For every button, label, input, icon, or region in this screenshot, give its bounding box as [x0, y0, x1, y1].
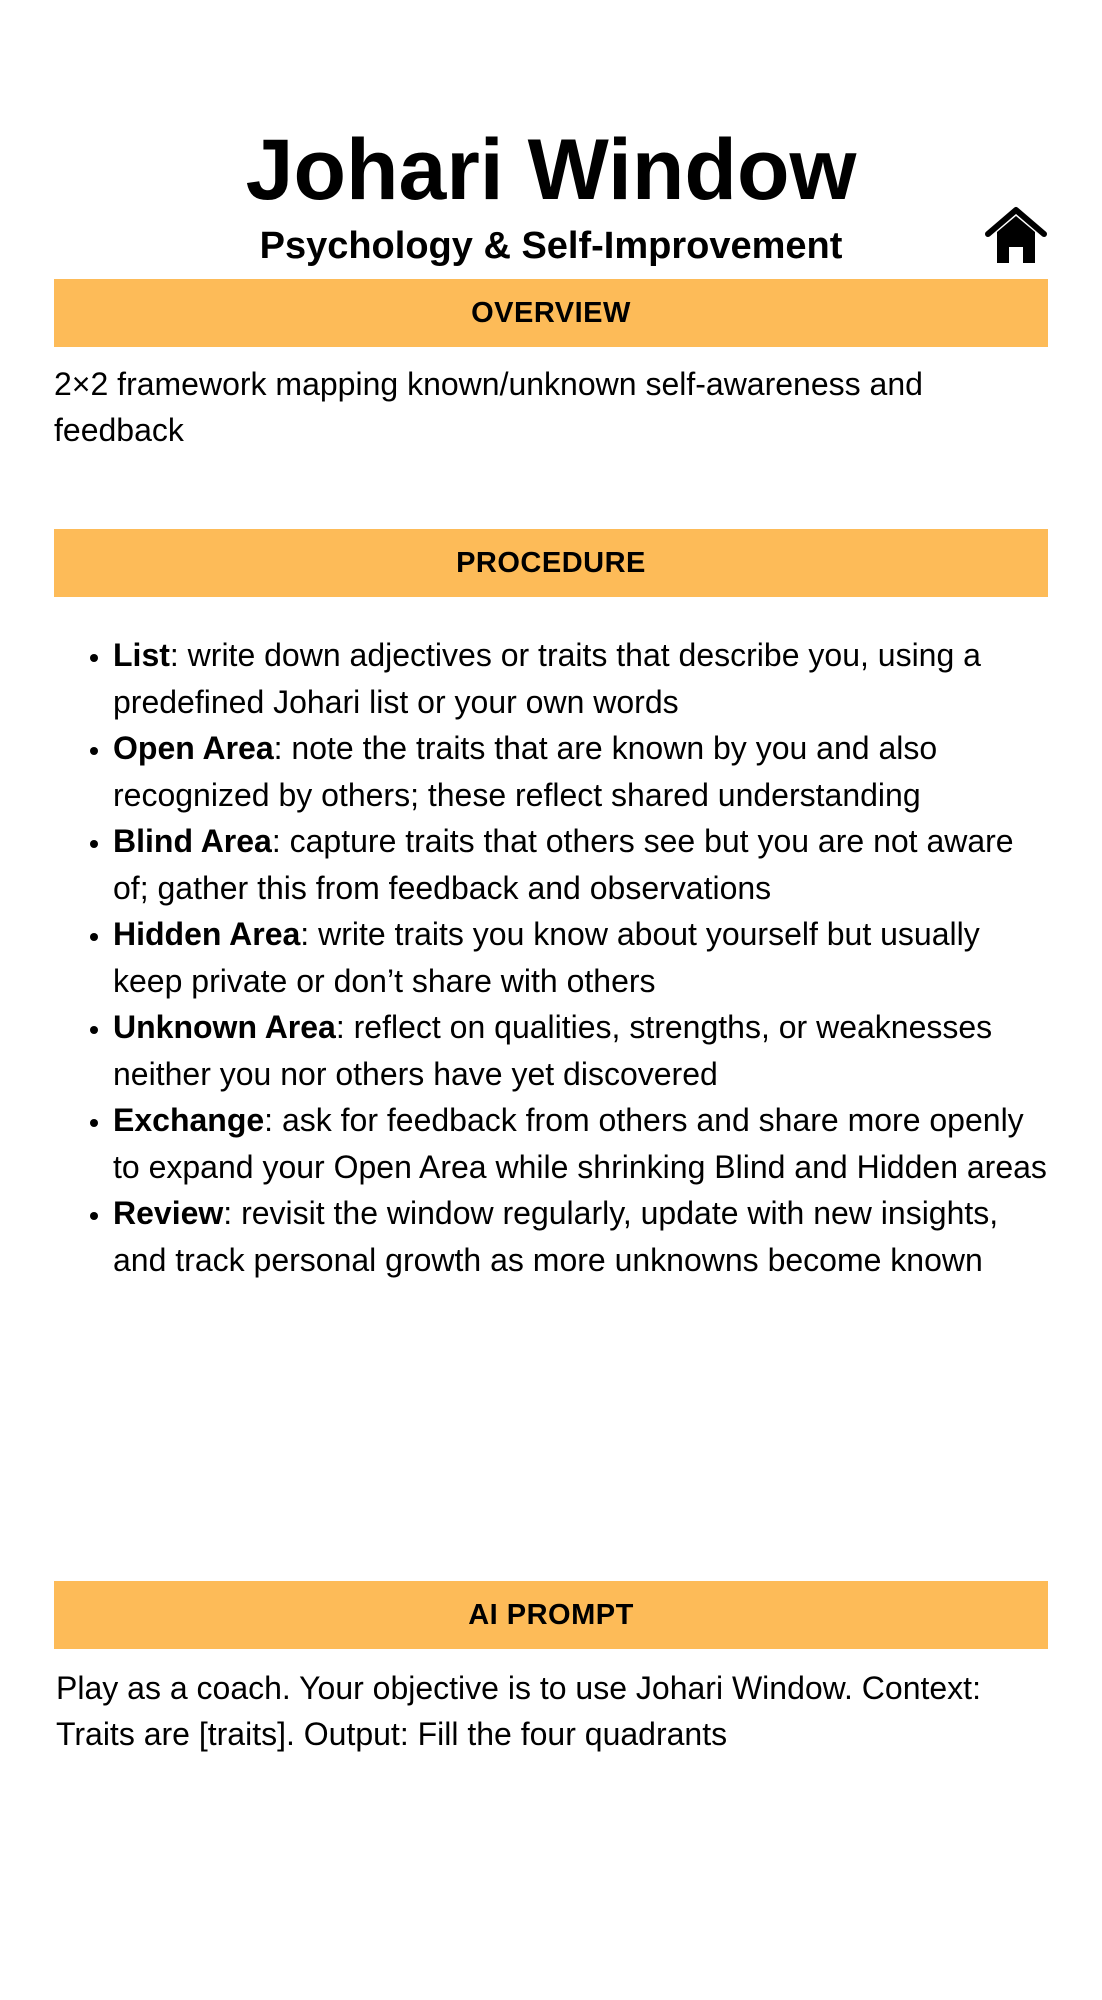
list-item	[113, 725, 1048, 818]
overview-heading: OVERVIEW	[54, 279, 1048, 347]
list-item	[113, 1190, 1048, 1283]
procedure-term: Review	[113, 1195, 224, 1231]
procedure-term: Exchange	[113, 1102, 265, 1138]
procedure-term: Hidden Area	[113, 916, 301, 952]
ai-prompt-text: Play as a coach. Your objective is to use Johari Window. Context: Traits are [traits]. Output: Fill the four quadrants	[56, 1670, 981, 1752]
list-item	[113, 1004, 1048, 1097]
procedure-term: List	[113, 637, 170, 673]
list-item	[113, 818, 1048, 911]
list-item	[113, 632, 1048, 725]
procedure-description: : ask for feedback from others and share more openly to expand your Open Area while shrinking Blind and Hidden areas	[113, 1102, 1047, 1185]
procedure-description: : write traits you know about yourself but usually keep private or don’t share with others	[113, 916, 980, 999]
ai-prompt-heading: AI PROMPT	[54, 1581, 1048, 1649]
procedure-term: Blind Area	[113, 823, 272, 859]
overview-text: 2×2 framework mapping known/unknown self-awareness and feedback	[54, 366, 923, 448]
procedure-term: Open Area	[113, 730, 274, 766]
procedure-description: : reflect on qualities, strengths, or weaknesses neither you nor others have yet discovered	[113, 1009, 993, 1092]
list-item	[113, 911, 1048, 1004]
procedure-heading: PROCEDURE	[54, 529, 1048, 597]
list-item	[113, 1097, 1048, 1190]
procedure-description: : write down adjectives or traits that describe you, using a predefined Johari list or your own words	[113, 637, 981, 720]
page-subtitle: Psychology & Self-Improvement	[259, 225, 843, 267]
procedure-term: Unknown Area	[113, 1009, 336, 1045]
procedure-description: : note the traits that are known by you and also recognized by others; these reflect shared understanding	[113, 730, 938, 813]
page-title: Johari Window	[245, 122, 857, 218]
procedure-description: : capture traits that others see but you are not aware of; gather this from feedback and observations	[113, 823, 1014, 906]
procedure-description: : revisit the window regularly, update with new insights, and track personal growth as more unknowns become known	[113, 1195, 999, 1278]
home-icon[interactable]	[984, 205, 1048, 265]
procedure-list	[54, 632, 1048, 1283]
